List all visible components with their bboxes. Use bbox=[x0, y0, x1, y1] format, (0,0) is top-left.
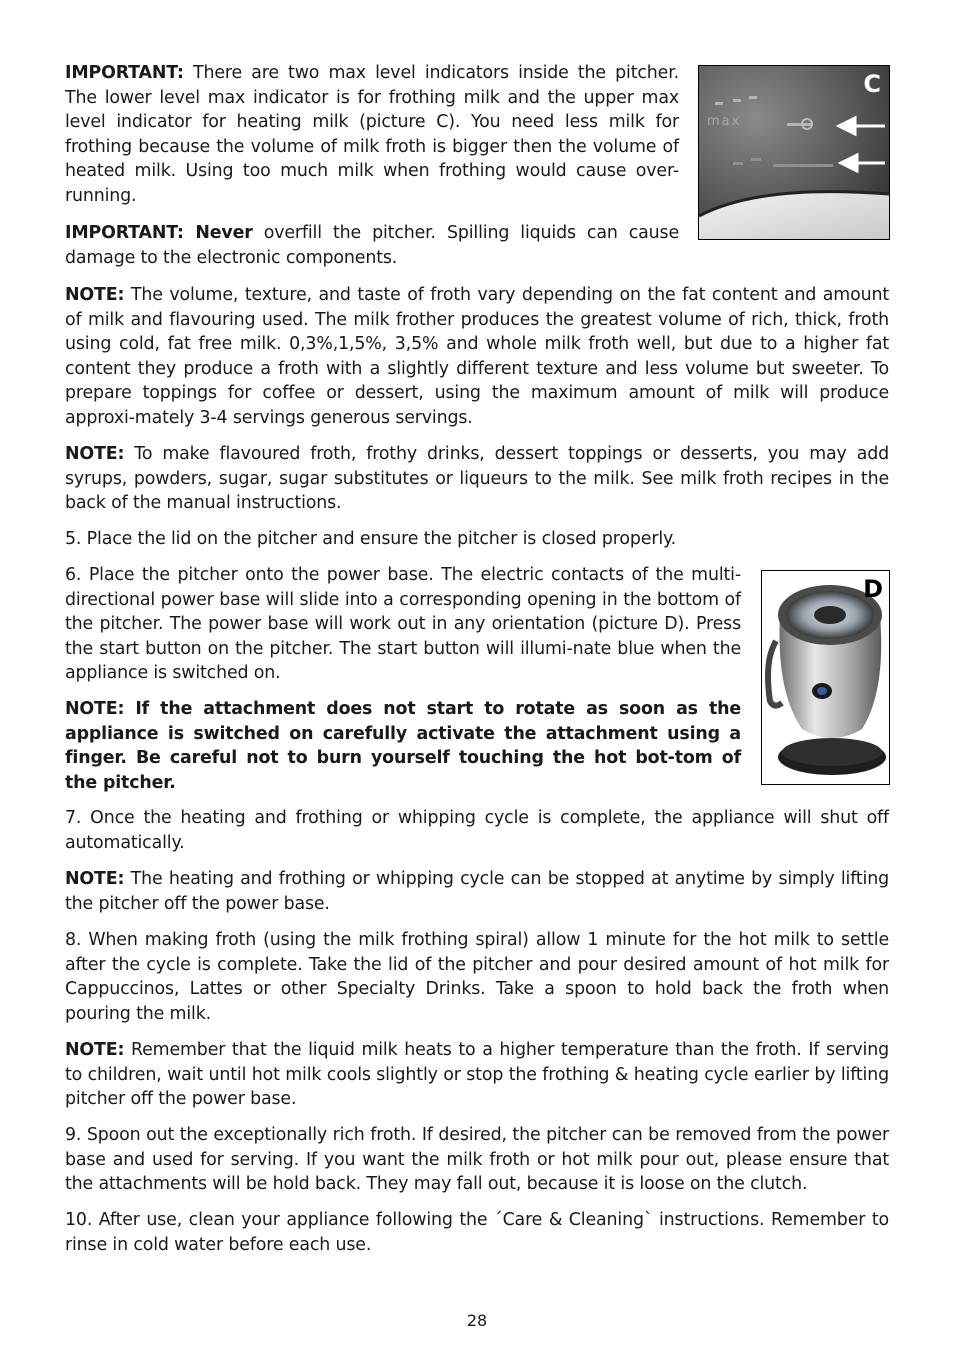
paragraph-text: 9. Spoon out the exceptionally rich froth. If desired, the pitcher can be removed from the power base and used for serving. If you want the milk froth or hot milk pour out, please ensure that the attachments will be hold back. They may fall out, because it is loose on the clutch. bbox=[65, 1125, 889, 1195]
picture-c-label: C bbox=[863, 70, 881, 98]
picture-c-inscription: max bbox=[707, 114, 742, 129]
step-5-paragraph bbox=[65, 527, 889, 552]
paragraph-text: 5. Place the lid on the pitcher and ensure the pitcher is closed properly. bbox=[65, 529, 677, 549]
paragraph-text: 8. When making froth (using the milk frothing spiral) allow 1 minute for the hot milk to settle after the cycle is complete. Take the lid of the pitcher and pour desired amount of hot milk for Cappuccinos, Lattes or other Specialty Drinks. Take a spoon to hold back the froth when pouring the milk. bbox=[65, 930, 889, 1024]
note-froth-volume-paragraph bbox=[65, 283, 889, 431]
paragraph-text: Remember that the liquid milk heats to a higher temperature than the froth. If serving to children, wait until hot milk cools slightly or stop the frothing & heating cycle earlier by lifting pitcher off the power base. bbox=[65, 1040, 889, 1110]
important-max-indicators-paragraph bbox=[65, 61, 679, 209]
picture-c-photo bbox=[698, 65, 890, 240]
paragraph-text: The volume, texture, and taste of froth vary depending on the fat content and amount of milk and flavouring used. The milk frother produces the greatest volume of rich, thick, froth using cold, fat free milk. 0,3%,1,5%, 3,5% and whole milk froth well, but due to a higher fat content they produce a froth with a slightly different texture and less volume but sweeter. To prepare toppings for coffee or dessert, using the maximum amount of milk will produce approxi-mately 3-4 servings generous servings. bbox=[65, 285, 889, 428]
pitcher-interior-illustration bbox=[699, 66, 889, 239]
paragraph-text: To make flavoured froth, frothy drinks, dessert toppings or desserts, you may add syrups, powders, sugar, sugar substitutes or liqueurs to the milk. See milk froth recipes in the back of the manual instructions. bbox=[65, 444, 889, 514]
paragraph-lead: NOTE: bbox=[65, 285, 125, 305]
paragraph-text: 7. Once the heating and frothing or whipping cycle is complete, the appliance will shut off automatically. bbox=[65, 808, 889, 853]
step-7-paragraph bbox=[65, 806, 889, 855]
picture-d-photo bbox=[761, 570, 890, 785]
step-8-paragraph bbox=[65, 928, 889, 1026]
important-never-overfill-paragraph bbox=[65, 221, 679, 270]
paragraph-text: There are two max level indicators inside the pitcher. The lower level max indicator is for frothing milk and the upper max level indicator for heating milk (picture C). You need less milk for frothing because the volume of milk froth is bigger then the volume of heated milk. Using too much milk when frothing would cause over-running. bbox=[65, 63, 679, 206]
note-stop-cycle-paragraph bbox=[65, 867, 889, 916]
step-9-paragraph bbox=[65, 1123, 889, 1197]
paragraph-lead: IMPORTANT: bbox=[65, 63, 184, 83]
paragraph-text: 6. Place the pitcher onto the power base. The electric contacts of the multi-directional power base will slide into a corresponding opening in the bottom of the pitcher. The power base will work out in any orientation (picture D). Press the start button on the pitcher. The start button will illumi-nate blue when the appliance is switched on. bbox=[65, 565, 741, 684]
note-liquid-milk-paragraph bbox=[65, 1038, 889, 1112]
step-6-paragraph bbox=[65, 563, 741, 686]
paragraph-lead: IMPORTANT: Never bbox=[65, 223, 253, 243]
picture-d-label: D bbox=[863, 575, 883, 603]
page-number: 28 bbox=[466, 1311, 488, 1330]
step-10-paragraph bbox=[65, 1208, 889, 1257]
note-flavoured-froth-paragraph bbox=[65, 442, 889, 516]
paragraph-lead: NOTE: bbox=[65, 444, 125, 464]
paragraph-lead: NOTE: If the attachment does not start to rotate as soon as the appliance is switched on carefully activate the attachment using a finger. Be careful not to burn yourself touching the hot bot-tom of the pitcher. bbox=[65, 699, 741, 793]
paragraph-lead: NOTE: bbox=[65, 869, 125, 889]
paragraph-lead: NOTE: bbox=[65, 1040, 125, 1060]
note-attachment-rotate-paragraph bbox=[65, 697, 741, 795]
paragraph-text: The heating and frothing or whipping cycle can be stopped at anytime by simply lifting the pitcher off the power base. bbox=[65, 869, 889, 914]
paragraph-text: 10. After use, clean your appliance following the ´Care & Cleaning` instructions. Remember to rinse in cold water before each use. bbox=[65, 1210, 889, 1255]
paragraph-text: overfill the pitcher. Spilling liquids can cause damage to the electronic components. bbox=[65, 223, 679, 268]
